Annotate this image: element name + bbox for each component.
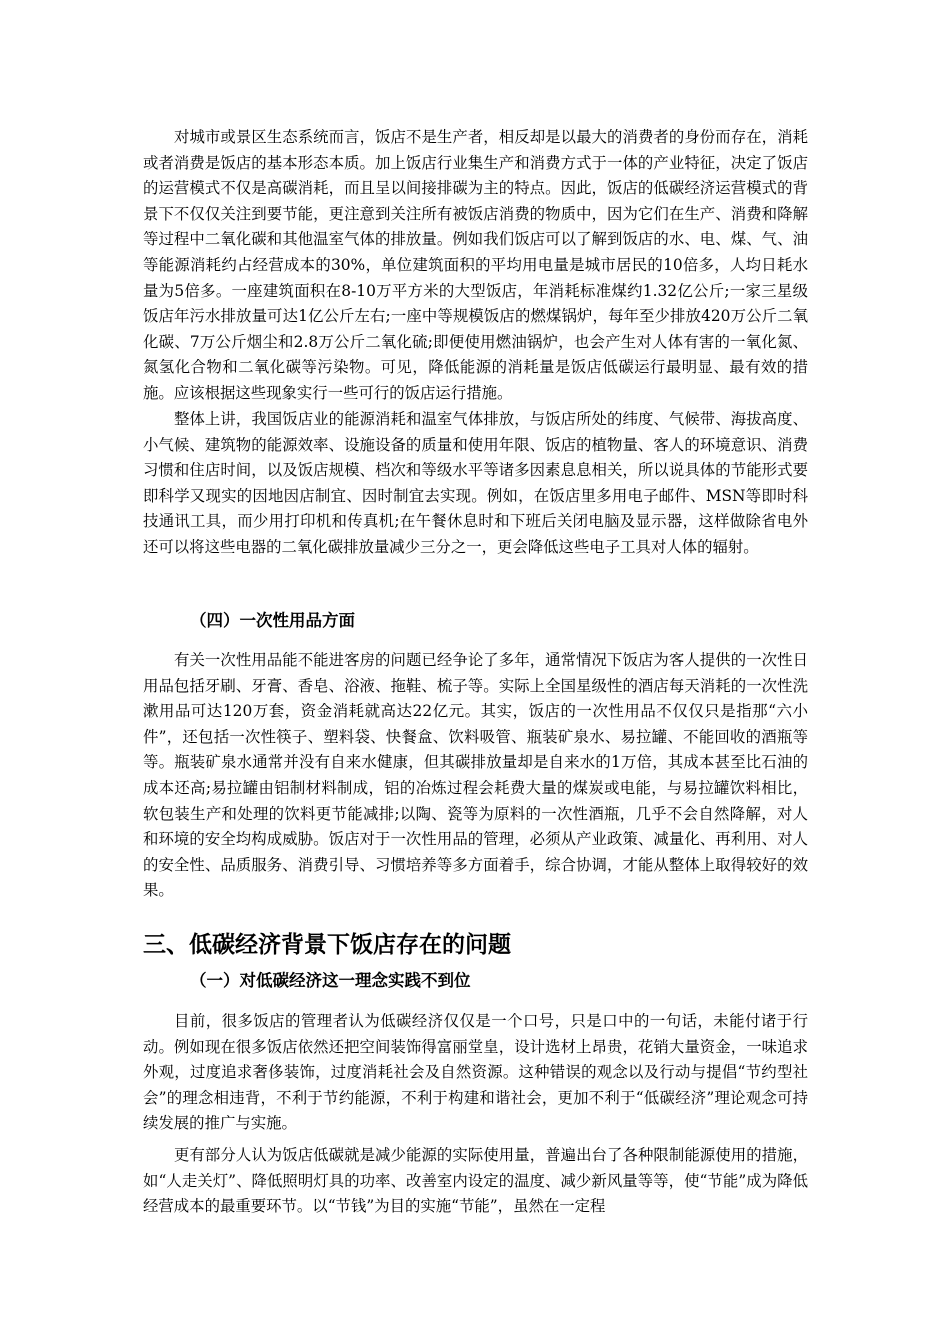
paragraph-slogan-only: 目前，很多饭店的管理者认为低碳经济仅仅是一个口号，只是口中的一句话，未能付诸于行动。例如现在很多饭店依然还把空间装饰得富丽堂皇，设计选材上昂贵，花销大量资金，一味追求外观，过度追求奢侈装饰，过度消耗社会及自然资源。这种错误的观念以及行动与提倡“节约型社会”的理念相违背，不利于节约能源，不利于构建和谐社会，更加不利于“低碳经济”理论观念可持续发展的推广与实施。 bbox=[143, 1012, 808, 1133]
paragraph-overall-energy: 整体上讲，我国饭店业的能源消耗和温室气体排放，与饭店所处的纬度、气候带、海拔高度、小气候、建筑物的能源效率、设施设备的质量和使用年限、饭店的植物量、客人的环境意识、消费习惯和住店时间，以及饭店规模、档次和等级水平等诸多因素息息相关，所以说具体的节能形式要即科学又现实的因地因店制宜、因时制宜去实现。例如，在饭店里多用电子邮件、MSN等即时科技通讯工具，而少用打印机和传真机;在午餐休息时和下班后关闭电脑及显示器，这样做除省电外还可以将这些电器的二氧化碳排放量减少三分之一，更会降低这些电子工具对人体的辐射。 bbox=[143, 410, 808, 556]
subheading-practice-gap: （一）对低碳经济这一理念实践不到位 bbox=[190, 971, 471, 990]
section-heading-problems: 三、低碳经济背景下饭店存在的问题 bbox=[143, 932, 511, 958]
paragraph-disposable-items: 有关一次性用品能不能进客房的问题已经争论了多年，通常情况下饭店为客人提供的一次性日用品包括牙刷、牙膏、香皂、浴液、拖鞋、梳子等。实际上全国星级性的酒店每天消耗的一次性洗漱用品可达120万套，资金消耗就高达22亿元。其实，饭店的一次性用品不仅仅只是指那“六小件”，还包括一次性筷子、塑料袋、快餐盒、饮料吸管、瓶装矿泉水、易拉罐、不能回收的酒瓶等等。瓶装矿泉水通常并没有自来水健康，但其碳排放量却是自来水的1万倍，其成本甚至比石油的成本还高;易拉罐由铝制材料制成，铝的冶炼过程会耗费大量的煤炭或电能，与易拉罐饮料相比，软包装生产和处理的饮料更节能减排;以陶、瓷等为原料的一次性酒瓶，几乎不会自然降解，对人和环境的安全均构成威胁。饭店对于一次性用品的管理，必须从产业政策、减量化、再利用、对人的安全性、品质服务、消费引导、习惯培养等多方面着手，综合协调，才能从整体上取得较好的效果。 bbox=[143, 651, 808, 900]
subheading-disposable-items: （四）一次性用品方面 bbox=[190, 611, 355, 630]
paragraph-energy-saving-misconception: 更有部分人认为饭店低碳就是减少能源的实际使用量，普遍出台了各种限制能源使用的措施，如“人走关灯”、降低照明灯具的功率、改善室内设定的温度、减少新风量等等，使“节能”成为降低经营成本的最重要环节。以“节钱”为目的实施“节能”，虽然在一定程 bbox=[143, 1146, 808, 1216]
paragraph-energy-consumption: 对城市或景区生态系统而言，饭店不是生产者，相反却是以最大的消费者的身份而存在，消耗或者消费是饭店的基本形态本质。加上饭店行业集生产和消费方式于一体的产业特征，决定了饭店的运营模式不仅是高碳消耗，而且呈以间接排碳为主的特点。因此，饭店的低碳经济运营模式的背景下不仅仅关注到要节能，更注意到关注所有被饭店消费的物质中，因为它们在生产、消费和降解等过程中二氧化碳和其他温室气体的排放量。例如我们饭店可以了解到饭店的水、电、煤、气、油等能源消耗约占经营成本的30%，单位建筑面积的平均用电量是城市居民的10倍多，人均日耗水量为5倍多。一座建筑面积在8-10万平方米的大型饭店，年消耗标准煤约1.32亿公斤;一家三星级饭店年污水排放量可达1亿公斤左右;一座中等规模饭店的燃煤锅炉，每年至少排放420万公斤二氧化碳、7万公斤烟尘和2.8万公斤二氧化硫;即便使用燃油锅炉，也会产生对人体有害的一氧化氮、氮氢化合物和二氧化碳等污染物。可见，降低能源的消耗量是饭店低碳运行最明显、最有效的措施。应该根据这些现象实行一些可行的饭店运行措施。 bbox=[143, 128, 808, 402]
